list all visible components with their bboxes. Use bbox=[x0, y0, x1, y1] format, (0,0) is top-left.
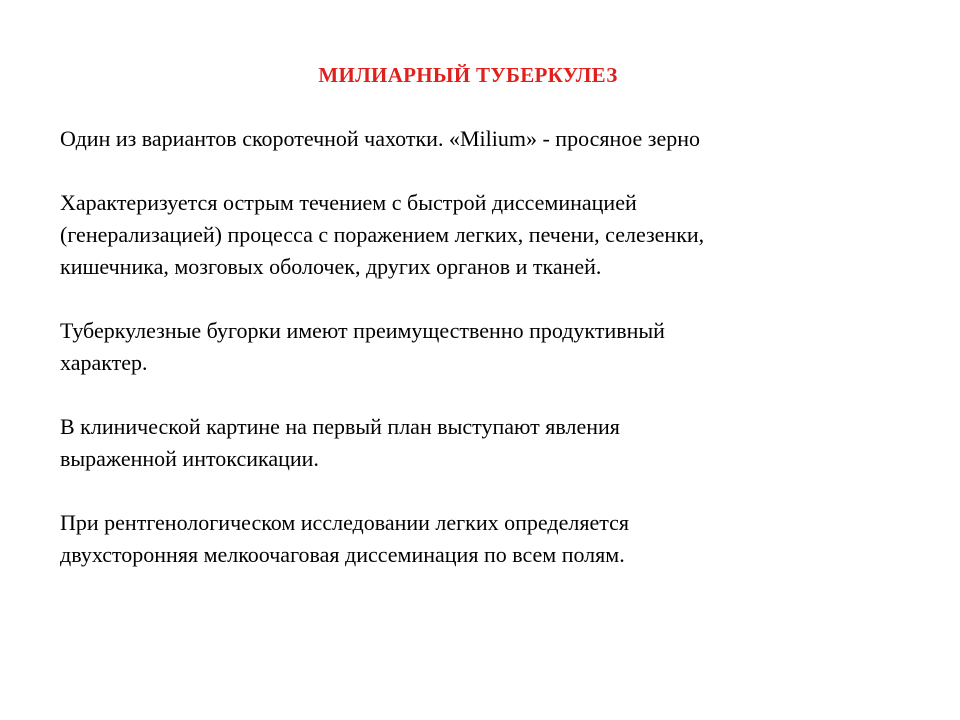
text-line: Характеризуется острым течением с быстрой диссеминацией bbox=[60, 190, 637, 215]
text-line: двухсторонняя мелкоочаговая диссеминация по всем полям. bbox=[60, 542, 625, 567]
text-line: (генерализацией) процесса с поражением легких, печени, селезенки, bbox=[60, 222, 705, 247]
text-line: Туберкулезные бугорки имеют преимущественно продуктивный bbox=[60, 318, 665, 343]
text-line: В клинической картине на первый план выступают явления bbox=[60, 414, 620, 439]
paragraph-characteristics bbox=[60, 187, 880, 283]
paragraph-definition bbox=[60, 123, 880, 155]
text-line: характер. bbox=[60, 350, 148, 375]
text-line: кишечника, мозговых оболочек, других органов и тканей. bbox=[60, 254, 602, 279]
paragraph-tubercles bbox=[60, 315, 880, 379]
text-line: При рентгенологическом исследовании легких определяется bbox=[60, 510, 629, 535]
text-line: Один из вариантов скоротечной чахотки. «Milium» - просяное зерно bbox=[60, 126, 701, 151]
paragraph-xray bbox=[60, 507, 880, 571]
text-line: выраженной интоксикации. bbox=[60, 446, 319, 471]
slide-title: МИЛИАРНЫЙ ТУБЕРКУЛЕЗ bbox=[318, 63, 618, 87]
paragraph-clinical-picture bbox=[60, 411, 880, 475]
